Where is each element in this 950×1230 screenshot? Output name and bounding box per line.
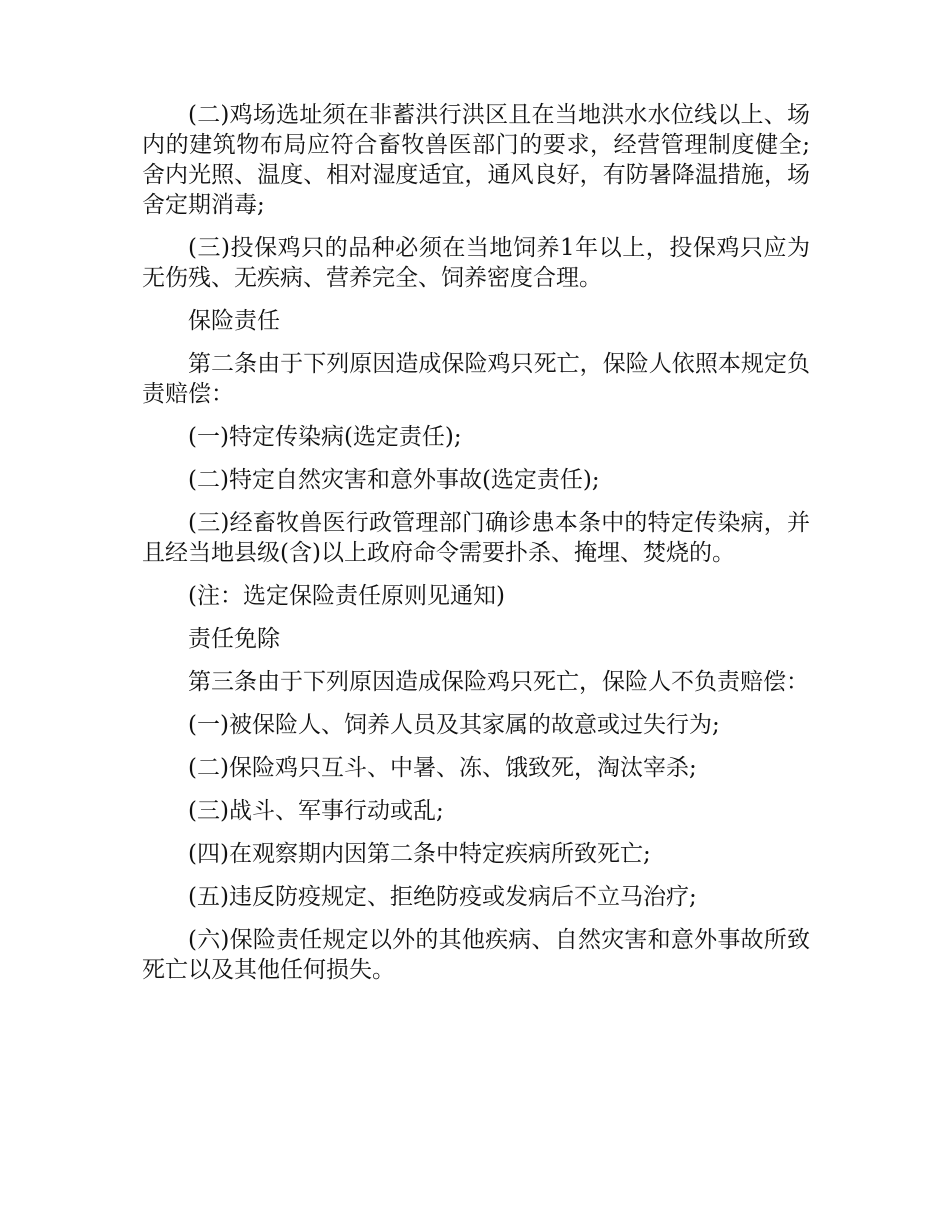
document-page — [142, 100, 810, 998]
list-item-exclusion-2: (二)保险鸡只互斗、中暑、冻、饿致死，淘汰宰杀; — [188, 755, 697, 781]
list-item-exclusion-6: (六)保险责任规定以外的其他疾病、自然灾害和意外事故所致死亡以及其他任何损失。 — [142, 927, 810, 983]
list-item-exclusion-5: (五)违反防疫规定、拒绝防疫或发病后不立马治疗; — [188, 884, 697, 910]
list-item-coverage-3: (三)经畜牧兽医行政管理部门确诊患本条中的特定传染病，并且经当地县级(含)以上政府命令需要扑杀、掩埋、焚烧的。 — [142, 510, 810, 566]
list-item-coverage-1: (一)特定传染病(选定责任); — [188, 424, 462, 450]
paragraph-article-2: 第二条由于下列原因造成保险鸡只死亡，保险人依照本规定负责赔偿： — [142, 351, 810, 407]
section-heading-exclusions: 责任免除 — [188, 626, 280, 652]
list-item-exclusion-1: (一)被保险人、饲养人员及其家属的故意或过失行为; — [188, 712, 720, 738]
paragraph-note: (注：选定保险责任原则见通知) — [188, 583, 505, 609]
list-item-exclusion-3: (三)战斗、军事行动或乱; — [188, 798, 444, 824]
paragraph-breed-requirement: (三)投保鸡只的品种必须在当地饲养1年以上，投保鸡只应为无伤残、无疾病、营养完全、饲养密度合理。 — [142, 235, 810, 291]
section-heading-coverage: 保险责任 — [188, 308, 280, 334]
list-item-coverage-2: (二)特定自然灾害和意外事故(选定责任); — [188, 467, 600, 493]
paragraph-article-3: 第三条由于下列原因造成保险鸡只死亡，保险人不负责赔偿： — [188, 669, 809, 695]
list-item-exclusion-4: (四)在观察期内因第二条中特定疾病所致死亡; — [188, 841, 651, 867]
paragraph-farm-site: (二)鸡场选址须在非蓄洪行洪区且在当地洪水水位线以上、场内的建筑物布局应符合畜牧兽医部门的要求，经营管理制度健全;舍内光照、温度、相对湿度适宜，通风良好，有防暑降温措施，场舍定期消毒; — [142, 102, 810, 218]
